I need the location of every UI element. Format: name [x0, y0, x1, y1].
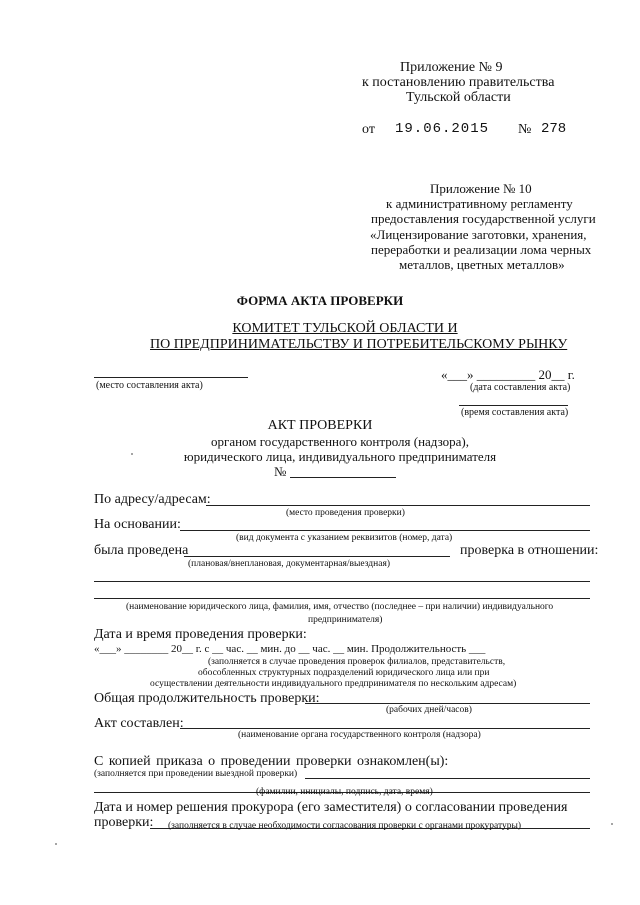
copy-field-1[interactable] — [305, 778, 590, 779]
appendix9-num: 278 — [541, 121, 567, 137]
act-sub1: органом государственного контроля (надзора), — [211, 434, 469, 449]
appendix9-date-prefix: от — [362, 122, 375, 137]
datetime-note-3: осуществлении деятельности индивидуального предпринимателя по нескольким адресам) — [150, 679, 517, 689]
datetime-note-2: обособленных структурных подразделений юридического лица или при — [198, 668, 490, 678]
appendix10-line5: переработки и реализации лома черных — [371, 242, 592, 257]
appendix9-line3: Тульской области — [406, 90, 511, 105]
prosecutor-note: (заполняется в случае необходимости согласования проверки с органами прокуратуры) — [168, 821, 522, 831]
appendix10-line4: «Лицензирование заготовки, хранения, — [370, 227, 587, 242]
address-field[interactable] — [206, 505, 590, 506]
time-line — [459, 405, 568, 406]
basis-caption: (вид документа с указанием реквизитов (номер, дата) — [236, 533, 453, 543]
basis-label: На основании: — [94, 517, 181, 532]
total-caption: (рабочих дней/часов) — [386, 705, 472, 715]
time-caption: (время составления акта) — [461, 407, 569, 418]
entity-field-1[interactable] — [94, 581, 590, 582]
committee-line2: ПО ПРЕДПРИНИМАТЕЛЬСТВУ И ПОТРЕБИТЕЛЬСКОМУ РЫНКУ — [150, 337, 568, 352]
date-caption: (дата составления акта) — [470, 382, 571, 393]
act-number-label: № — [274, 464, 287, 479]
prosecutor-label-1: Дата и номер решения прокурора (его заместителя) о согласовании проведения — [94, 800, 568, 815]
committee-line1: КОМИТЕТ ТУЛЬСКОЙ ОБЛАСТИ И — [232, 321, 458, 336]
appendix9-date: 19.06.2015 — [395, 121, 490, 137]
address-label: По адресу/адресам: — [94, 492, 211, 507]
place-caption: (место составления акта) — [96, 380, 203, 391]
drawn-caption: (наименование органа государственного контроля (надзора) — [238, 730, 481, 740]
act-title: АКТ ПРОВЕРКИ — [267, 418, 373, 433]
conducted-label: была проведена — [94, 543, 189, 558]
entity-caption-2: предпринимателя) — [308, 615, 383, 625]
act-number-line[interactable] — [290, 477, 396, 478]
datetime-label: Дата и время проведения проверки: — [94, 627, 307, 642]
datetime-note-1: (заполняется в случае проведения проверок филиалов, представительств, — [208, 657, 506, 667]
scan-speck — [611, 823, 613, 825]
scan-speck — [131, 453, 133, 455]
total-label: Общая продолжительность проверки: — [94, 691, 320, 706]
entity-caption-1: (наименование юридического лица, фамилия, имя, отчество (последнее – при наличии) индивидуального — [126, 602, 554, 612]
appendix9-num-prefix: № — [518, 122, 532, 137]
place-line — [94, 377, 248, 378]
conducted-caption: (плановая/внеплановая, документарная/выездная) — [188, 559, 390, 569]
copy-caption: (фамилии, инициалы, подпись, дата, время) — [256, 787, 433, 797]
drawn-field[interactable] — [180, 728, 590, 729]
form-title: ФОРМА АКТА ПРОВЕРКИ — [236, 293, 404, 308]
datetime-line: «___» ________ 20__ г. с __ час. __ мин. до __ час. __ мин. Продолжительность ___ — [94, 643, 486, 655]
appendix10-line3: предоставления государственной услуги — [371, 211, 596, 226]
copy-label: С копией приказа о проведении проверки ознакомлен(ы): — [94, 754, 449, 769]
copy-note: (заполняется при проведении выездной проверки) — [94, 769, 298, 779]
scan-speck — [55, 843, 57, 845]
total-field[interactable] — [305, 703, 590, 704]
appendix10-line2: к административному регламенту — [386, 196, 573, 211]
act-sub2: юридического лица, индивидуального предпринимателя — [183, 449, 497, 464]
act-date-line: «___» _________ 20__ г. — [441, 367, 575, 382]
entity-field-2[interactable] — [94, 598, 590, 599]
address-caption: (место проведения проверки) — [286, 508, 405, 518]
basis-field[interactable] — [180, 530, 590, 531]
conducted-field[interactable] — [184, 556, 450, 557]
regarding-label: проверка в отношении: — [460, 543, 599, 558]
prosecutor-label-2: проверки: — [94, 815, 154, 830]
appendix10-line6: металлов, цветных металлов» — [399, 257, 565, 272]
appendix9-line2: к постановлению правительства — [362, 75, 555, 90]
appendix9-line1: Приложение № 9 — [400, 60, 503, 75]
appendix10-line1: Приложение № 10 — [430, 181, 532, 196]
drawn-label: Акт составлен: — [94, 716, 184, 731]
